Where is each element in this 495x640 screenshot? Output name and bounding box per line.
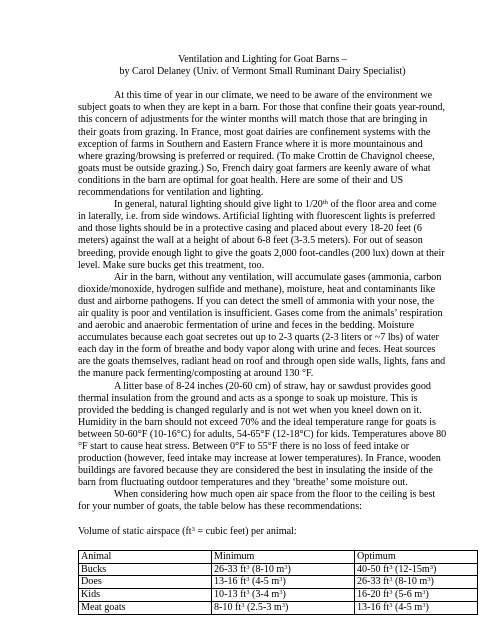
cubic-superscript: 3 [191,525,195,533]
cell-minimum: 26-33 $ft^3$ (8-10 $m^3$) [212,563,355,576]
document-title: Ventilation and Lighting for Goat Barns – [178,54,347,65]
table-header-row [79,550,478,563]
header-optimum: Optimum [355,550,478,563]
paragraph-air-quality: Air in the barn, without any ventilation, will accumulate gases (ammonia, carbon dioxide/monoxide, hydrogen sulfide and methane), moisture, heat and contaminants like dust and airborne pathogens. If you can detect the smell of ammonia with your nose, the air quality is poor and ventilation is insufficient. Gases come from the animals’ respiration and aerobic and anaerobic fermentation of urine and feces in the bedding. Moisture accumulates because each goat secretes out up to 2-3 quarts (2-3 liters or ~7 lbs) of water each day in the form of breathe and body vapor along with urine and feces. Heat sources are the goats themselves, radiant head on roof and through open side walls, lights, fans and the manure pack fermenting/composting at around 130 °F. [78,271,446,380]
table-caption-start: Volume of static airspace (ft [78,525,192,537]
header-animal: Animal [79,550,212,563]
table-row [79,601,478,614]
paragraph-intro: At this time of year in our climate, we need to be aware of the environment we subject goats to when they are kept in a barn. For those that confine their goats year-round, this concern of adjustments for the winter months will match those that are bringing in their goats from grazing. In France, most goat dairies are confinement systems with the exception of farms in Southern and Eastern France where it is more mountainous and where grazing/browsing is preferred or required. (To make Crottin de Chavignol cheese, goats must be outside grazing.) So, French dairy goat farmers are keenly aware of what conditions in the barn are optimal for goat health. Here are some of their and US recommendations for ventilation and lighting. [78,90,445,199]
table-caption-rest: = cubic feet) per animal: [194,525,297,537]
cell-optimum: 40-50 $ft^3$ $(12-15m^3)$ [355,563,478,576]
cell-minimum: 10-13 $ft^3$ (3-4 $m^3$) [212,589,355,602]
table-row [79,576,478,589]
cell-optimum: 16-20 $ft^3$ (5-6 $m^3$) [355,589,478,602]
paragraph-litter: A litter base of 8-24 inches (20-60 cm) of straw, hay or sawdust provides good thermal insulation from the ground and acts as a sponge to soak up moisture. This is provided the bedding is changed regularly and is not wet when you kneel down on it. Humidity in the barn should not exceed 70% and the ideal temperature range for goats is between 50-60°F (10-16°C) for adults, 54-65°F (12-18°C) for kids. Temperatures above 80 °F start to cause heat stress. Between 0°F to 55°F there is no loss of feed intake or production (however, feed intake may increase at lower temperatures). In France, wooden buildings are favored because they are considered the best in insulating the inside of the barn from fluctuating outdoor temperatures and they ‘breathe’ some moisture out. [78,380,447,489]
paragraph-airspace: When considering how much open air space from the floor to the ceiling is best for your number of goats, the table below has these recommendations: [78,489,436,513]
table-row [79,563,478,576]
header-minimum: Minimum [212,550,355,563]
document-byline: by Carol Delaney (Univ. of Vermont Small Ruminant Dairy Specialist) [119,66,406,78]
cell-animal: Bucks [79,563,212,576]
table-row [79,589,478,602]
cell-animal: Meat goats [79,601,212,614]
spacer [78,78,447,90]
cell-animal: Kids [79,589,212,602]
lighting-text-rest: of the floor area and come in laterally, i.e. from side windows. Artificial lighting with fluorescent lights is preferred and those lights should be in a protective casing and placed about every 18-20 feet (6 meters) against the wall at a height of about 6-8 feet (3-3.5 meters). For out of season breeding, provide enough light to give the goats 2,000 foot-candles (200 lux) down at their level. Make sure bucks get this treatment, too. [78,199,445,271]
cell-optimum: 26-33 $ft^3$ (8-10 $m^3$) [355,576,478,589]
cell-minimum: 13-16 $ft^3$ (4-5 $m^3$) [212,576,355,589]
cell-minimum: 8-10 $ft^3$ (2.5-3 $m^3$) [212,601,355,614]
lighting-text-start: In general, natural lighting should give light to 1/20 [114,199,323,211]
paragraph-lighting [78,199,447,272]
table-caption [78,526,447,538]
cell-animal: Does [79,576,212,589]
cell-optimum: 13-16 $ft^3$ (4-5 $m^3$) [355,601,478,614]
airspace-table [78,550,478,615]
spacer [78,514,447,526]
ordinal-superscript: th [322,199,328,207]
